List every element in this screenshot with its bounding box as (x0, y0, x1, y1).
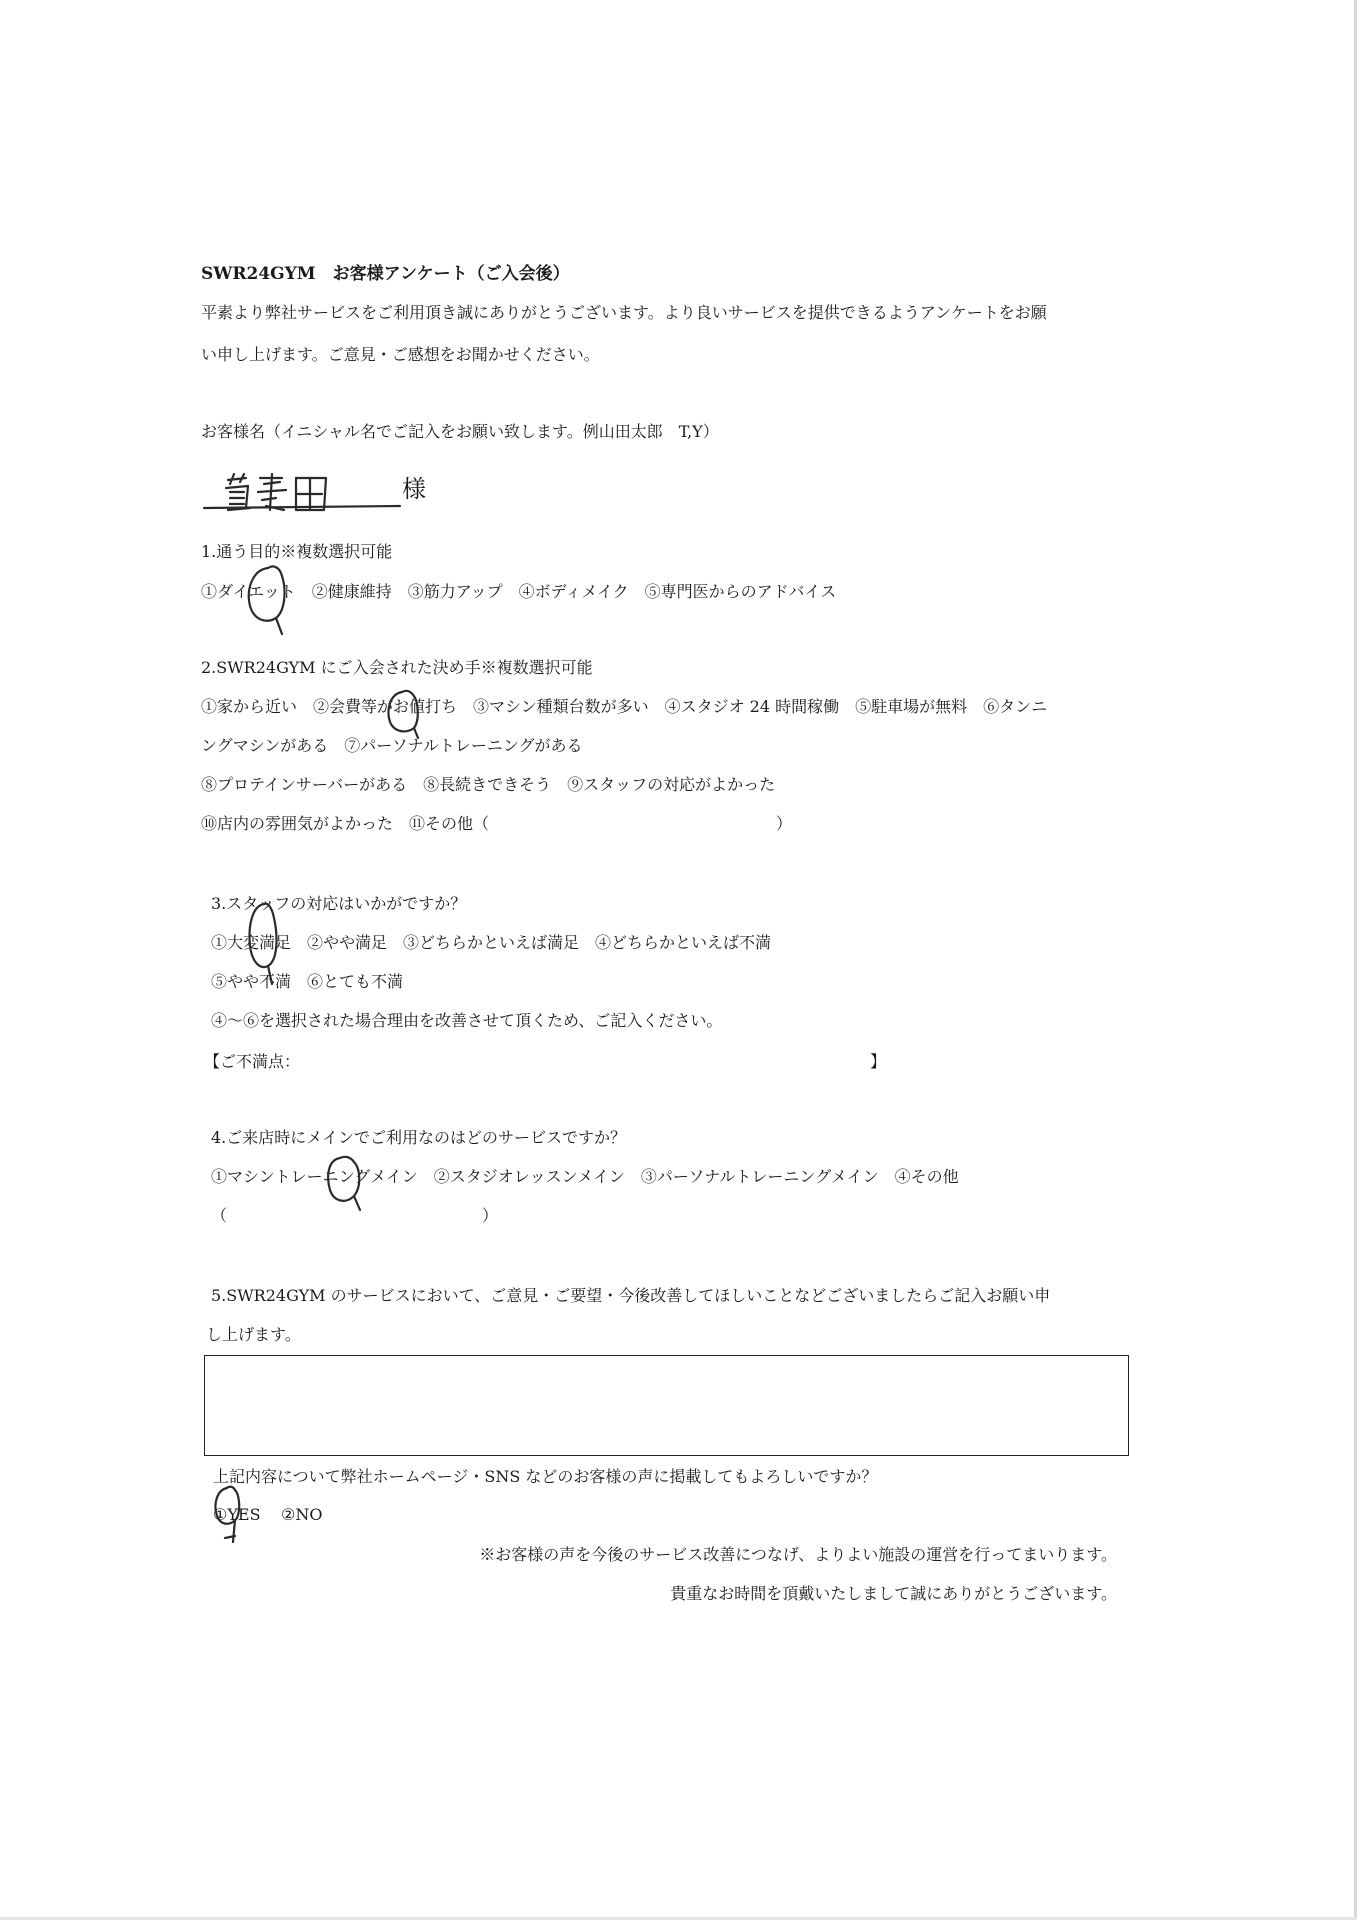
q3-line-2: ⑤やや不満 ⑥とても不満 (211, 972, 404, 991)
q3-line-1: ①大変満足 ②やや満足 ③どちらかといえば満足 ④どちらかといえば不満 (211, 933, 772, 952)
survey-title: SWR24GYM お客様アンケート（ご入会後） (201, 264, 570, 284)
q2-line-3: ⑧プロテインサーバーがある ⑧長続きできそう ⑨スタッフの対応がよかった (201, 775, 776, 794)
q5-answer-box[interactable] (204, 1355, 1129, 1456)
q5-title-line-1: 5.SWR24GYM のサービスにおいて、ご意見・ご要望・今後改善してほしいことなどございましたらご記入お願い申 (211, 1286, 1051, 1305)
q2-title: 2.SWR24GYM にご入会された決め手※複数選択可能 (201, 658, 593, 677)
q1-options: ①ダイエット ②健康維持 ③筋力アップ ④ボディメイク ⑤専門医からのアドバイス (201, 582, 837, 601)
q4-other-close: ） (482, 1206, 499, 1225)
customer-name-label: お客様名（イニシャル名でご記入をお願い致します。例山田太郎 T,Y） (201, 422, 719, 441)
footer-note-1: ※お客様の声を今後のサービス改善につなげ、よりよい施設の運営を行ってまいります。 (479, 1545, 1117, 1564)
q5-publish-question: 上記内容について弊社ホームページ・SNS などのお客様の声に掲載してもよろしいですか？ (213, 1467, 878, 1486)
q4-other-open: （ (211, 1206, 228, 1225)
q4-options: ①マシントレーニングメイン ②スタジオレッスンメイン ③パーソナルトレーニングメイン ④その他 (211, 1167, 959, 1186)
footer-note-2: 貴重なお時間を頂戴いたしまして誠にありがとうございます。 (670, 1584, 1117, 1603)
q5-title-line-2: し上げます。 (206, 1325, 301, 1344)
intro-line-2: い申し上げます。ご意見・ご感想をお聞かせください。 (201, 345, 600, 364)
q2-line-2: ングマシンがある ⑦パーソナルトレーニングがある (201, 736, 583, 755)
q3-complaint-label: 【ご不満点： (204, 1052, 301, 1071)
q5-option-yes: ①YES (213, 1505, 261, 1524)
q3-title: 3.スタッフの対応はいかがですか？ (211, 894, 467, 913)
q4-title: 4.ご来店時にメインでご利用なのはどのサービスですか？ (211, 1128, 626, 1147)
q2-other-close: ） (776, 814, 793, 833)
q2-line-4: ⑩店内の雰囲気がよかった ⑪その他（ (201, 814, 490, 833)
q3-complaint-close: 】 (870, 1052, 887, 1071)
intro-line-1: 平素より弊社サービスをご利用頂き誠にありがとうございます。より良いサービスを提供できるようアンケートをお願 (201, 303, 1047, 322)
q5-option-no: ②NO (281, 1505, 323, 1524)
q3-note: ④～⑥を選択された場合理由を改善させて頂くため、ご記入ください。 (211, 1011, 723, 1030)
customer-honorific: 様 (402, 475, 426, 503)
q1-title: 1.通う目的※複数選択可能 (201, 542, 393, 561)
q2-line-1: ①家から近い ②会費等がお値打ち ③マシン種類台数が多い ④スタジオ 24 時間稼働 ⑤駐車場が無料 ⑥タンニ (201, 697, 1048, 716)
